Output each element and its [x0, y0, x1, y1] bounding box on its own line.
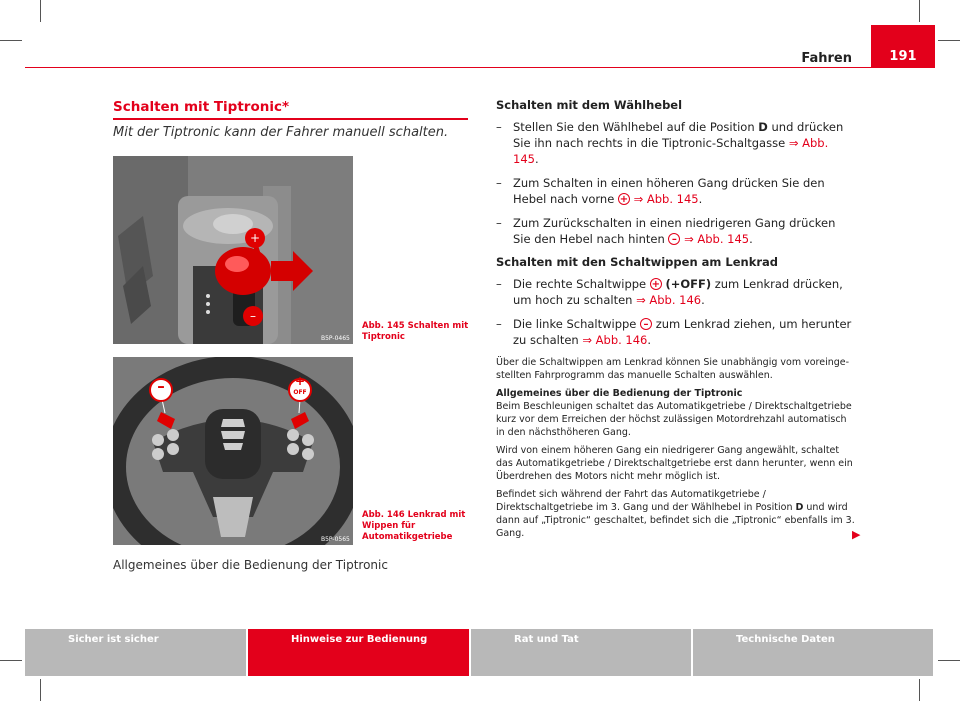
tab-technische-daten[interactable]: Technische Daten	[693, 629, 933, 676]
crop-mark	[40, 679, 41, 701]
list-item: – Zum Schalten in einen höheren Gang drücken Sie den Hebel nach vorne + ⇒ Abb. 145.	[496, 176, 825, 206]
figure-link[interactable]: ⇒ Abb. 145	[513, 136, 829, 166]
figure-link[interactable]: ⇒ Abb. 145	[633, 192, 699, 206]
paddle-plus-label: +	[294, 374, 306, 388]
section-title: Schalten mit Tiptronic*	[113, 99, 290, 115]
crop-mark	[919, 0, 920, 22]
list-item: – Die rechte Schaltwippe + (+OFF) zum Lenkrad drücken, um hoch zu schalten ⇒ Abb. 146.	[496, 277, 843, 307]
figure-link[interactable]: ⇒ Abb. 146	[636, 293, 702, 307]
tab-rat-und-tat[interactable]: Rat und Tat	[471, 629, 691, 676]
list-item: – Die linke Schaltwippe – zum Lenkrad ziehen, um herunter zu schalten ⇒ Abb. 146.	[496, 317, 852, 347]
figure-link[interactable]: ⇒ Abb. 146	[582, 333, 648, 347]
minus-key-icon: –	[640, 318, 652, 330]
figure-link[interactable]: ⇒ Abb. 145	[684, 232, 750, 246]
chapter-title: Fahren	[801, 51, 852, 66]
svg-text:–: –	[250, 309, 256, 323]
figure-code: B5P-0565	[321, 536, 350, 543]
section-heading-general: Allgemeines über die Bedienung der Tiptronic	[113, 558, 388, 572]
section-subtitle: Mit der Tiptronic kann der Fahrer manuell schalten.	[113, 125, 449, 140]
figure-steering-wheel	[113, 357, 353, 545]
paddle-off-label: OFF	[293, 389, 307, 396]
crop-mark	[938, 40, 960, 41]
paddle-minus-label: –	[157, 377, 165, 395]
continue-arrow-icon: ▶	[852, 528, 861, 541]
plus-key-icon: +	[651, 279, 660, 290]
crop-mark	[919, 679, 920, 701]
paragraph: Wird von einem höheren Gang ein niedrigerer Gang angewählt, schaltet das Automatikgetriebe / Direktschaltgetriebe erst dann herunter, wenn ein Überdrehen des Motors nicht mehr möglich ist.	[496, 445, 853, 482]
paragraph: Beim Beschleunigen schaltet das Automatikgetriebe / Direktschaltgetriebe kurz vor dem Erreichen der höchst zulässigen Motordrehzahl automatisch in den nächsthöheren Gang.	[496, 401, 852, 438]
tab-sicher-ist-sicher[interactable]: Sicher ist sicher	[25, 629, 246, 676]
minus-key-icon: –	[668, 233, 680, 245]
figure-caption: Abb. 145 Schalten mit Tiptronic	[362, 321, 469, 342]
tab-hinweise-zur-bedienung[interactable]: Hinweise zur Bedienung	[248, 629, 469, 676]
header-rule	[25, 67, 935, 68]
figure-gear-lever	[113, 156, 353, 344]
paragraph: Über die Schaltwippen am Lenkrad können Sie unabhängig vom voreingestellten Fahrprogramm das manuelle Schalten auswählen.	[496, 357, 850, 381]
figure-caption: Abb. 146 Lenkrad mit Wippen für Automatikgetriebe	[362, 510, 466, 542]
svg-text:+: +	[249, 231, 261, 245]
footer-navigation	[25, 629, 933, 676]
heading-gear-lever: Schalten mit dem Wählhebel	[496, 98, 683, 112]
list-item: – Stellen Sie den Wählhebel auf die Position D und drücken Sie ihn nach rechts in die Tiptronic-Schaltgasse ⇒ Abb. 145.	[496, 120, 844, 166]
heading-paddles: Schalten mit den Schaltwippen am Lenkrad	[496, 255, 779, 269]
paragraph: Befindet sich während der Fahrt das Automatikgetriebe / Direktschaltgetriebe im 3. Gang und der Wählhebel in Position D und wird dann auf „Tiptronic“ geschaltet, befindet sich die „Tiptronic“ ebenfalls im 3. Gang.	[496, 489, 855, 539]
crop-mark	[0, 660, 22, 661]
page-number: 191	[871, 25, 935, 67]
crop-mark	[40, 0, 41, 22]
list-item: – Zum Zurückschalten in einen niedrigeren Gang drücken Sie den Hebel nach hinten – ⇒ Abb. 145.	[496, 216, 836, 246]
right-column	[496, 98, 856, 545]
crop-mark	[938, 660, 960, 661]
plus-key-icon: +	[619, 194, 629, 205]
section-rule	[113, 118, 468, 120]
figure-code: B5P-0465	[321, 335, 350, 342]
crop-mark	[0, 40, 22, 41]
heading-general: Allgemeines über die Bedienung der Tiptronic	[496, 388, 743, 399]
